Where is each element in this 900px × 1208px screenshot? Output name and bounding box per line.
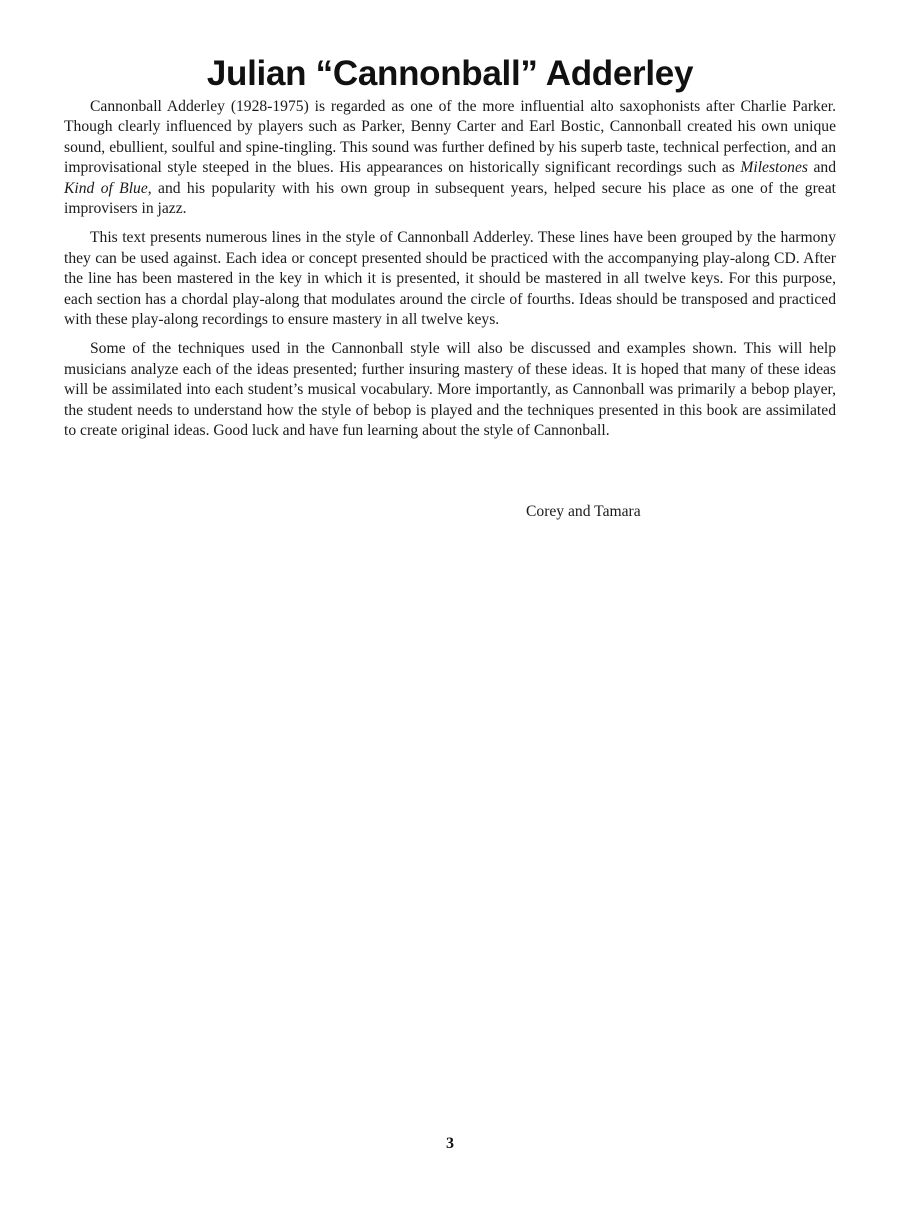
page-title: Julian “Cannonball” Adderley <box>206 54 694 93</box>
body-text <box>64 97 836 451</box>
signature: Corey and Tamara <box>526 503 641 520</box>
paragraph-intro-text-c: , and his popularity with his own group in subsequent years, helped secure his place as one of the great improvisers in jazz. <box>64 179 836 218</box>
paragraph-intro-text-a: Cannonball Adderley (1928-1975) is regarded as one of the more influential alto saxophonists after Charlie Parker. Though clearly influenced by players such as Parker, Benny Carter and Earl Bostic, Cannonball created his own unique sound, ebullient, soulful and spine-tingling. This sound was further defined by his superb taste, technical perfection, and an improvisational style steeped in the blues. His appearances on historically significant recordings such as <box>64 98 836 177</box>
page-number: 3 <box>446 1135 454 1152</box>
paragraph-techniques: Some of the techniques used in the Cannonball style will also be discussed and examples shown. This will help musicians analyze each of the ideas presented; further insuring mastery of these ideas. It is hoped that many of these ideas will be assimilated into each student’s musical vocabulary. More importantly, as Cannonball was primarily a bebop player, the student needs to understand how the style of bebop is played and the techniques presented in this book are assimilated to create original ideas. Good luck and have fun learning about the style of Cannonball. <box>64 340 836 440</box>
album-title-kind-of-blue: Kind of Blue <box>64 179 148 197</box>
paragraph-intro <box>64 97 836 219</box>
paragraph-method: This text presents numerous lines in the style of Cannonball Adderley. These lines have been grouped by the harmony they can be used against. Each idea or concept presented should be practiced with the accompanying play-along CD. After the line has been mastered in the key in which it is presented, it should be mastered in all twelve keys. For this purpose, each section has a chordal play-along that modulates around the circle of fourths. Ideas should be transposed and practiced with these play-along recordings to ensure mastery in all twelve keys. <box>64 229 836 329</box>
album-title-milestones: Milestones <box>740 159 808 177</box>
paragraph-intro-text-b: and <box>807 159 837 177</box>
